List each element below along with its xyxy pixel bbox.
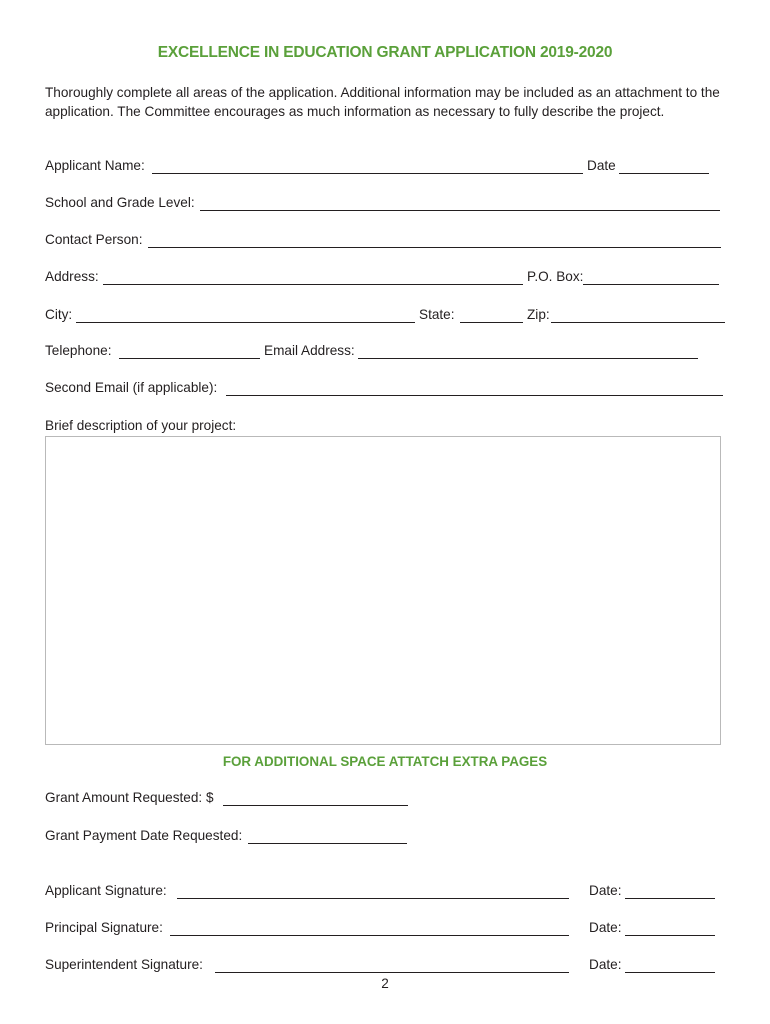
principal-signature-row: [45, 920, 725, 940]
telephone-line: [119, 358, 260, 359]
description-box: [45, 436, 721, 745]
address-label: Address:: [45, 269, 99, 284]
city-field[interactable]: [76, 305, 419, 321]
school-grade-field[interactable]: [200, 193, 724, 209]
principal-date-label: Date:: [589, 920, 622, 935]
telephone-row: [45, 343, 725, 363]
applicant-date-field[interactable]: [625, 881, 719, 897]
applicant-name-line: [152, 173, 583, 174]
city-row: [45, 307, 727, 327]
address-row: [45, 269, 725, 289]
school-grade-row: [45, 195, 725, 215]
date-line: [619, 173, 709, 174]
school-grade-line: [200, 210, 720, 211]
second-email-field[interactable]: [226, 378, 727, 394]
zip-field[interactable]: [551, 305, 729, 321]
second-email-line: [226, 395, 723, 396]
additional-space-note: FOR ADDITIONAL SPACE ATTATCH EXTRA PAGES: [222, 754, 548, 769]
zip-line: [551, 322, 725, 323]
applicant-name-label: Applicant Name:: [45, 158, 145, 173]
description-field[interactable]: [46, 437, 720, 744]
address-field[interactable]: [103, 267, 527, 283]
applicant-signature-row: [45, 883, 725, 903]
applicant-signature-line: [177, 898, 569, 899]
state-field[interactable]: [460, 305, 527, 321]
second-email-row: [45, 380, 725, 400]
superintendent-signature-row: [45, 957, 725, 977]
form-title: EXCELLENCE IN EDUCATION GRANT APPLICATION 2019-2020: [157, 44, 613, 61]
zip-label: Zip:: [527, 307, 550, 322]
city-label: City:: [45, 307, 73, 322]
grant-payment-date-label: Grant Payment Date Requested:: [45, 828, 243, 843]
applicant-name-row: [45, 158, 725, 178]
grant-payment-date-row: [45, 828, 445, 848]
po-box-label: P.O. Box:: [527, 269, 584, 284]
address-line: [103, 284, 523, 285]
grant-payment-date-line: [248, 843, 407, 844]
applicant-date-line: [625, 898, 715, 899]
grant-amount-row: [45, 790, 445, 810]
state-line: [460, 322, 523, 323]
description-label: Brief description of your project:: [45, 418, 237, 433]
po-box-field[interactable]: [583, 267, 723, 283]
superintendent-signature-line: [215, 972, 569, 973]
applicant-date-label: Date:: [589, 883, 622, 898]
second-email-label: Second Email (if applicable):: [45, 380, 218, 395]
applicant-name-field[interactable]: [152, 156, 587, 172]
contact-person-line: [148, 247, 721, 248]
principal-date-field[interactable]: [625, 918, 719, 934]
principal-date-line: [625, 935, 715, 936]
principal-signature-label: Principal Signature:: [45, 920, 163, 935]
grant-amount-field[interactable]: [223, 788, 412, 804]
applicant-signature-field[interactable]: [177, 881, 573, 897]
email-line: [358, 358, 698, 359]
contact-person-label: Contact Person:: [45, 232, 143, 247]
grant-payment-date-field[interactable]: [248, 826, 411, 842]
email-label: Email Address:: [264, 343, 355, 358]
contact-person-field[interactable]: [148, 230, 725, 246]
superintendent-date-label: Date:: [589, 957, 622, 972]
superintendent-signature-field[interactable]: [215, 955, 573, 971]
telephone-field[interactable]: [119, 341, 264, 357]
principal-signature-field[interactable]: [170, 918, 573, 934]
city-line: [76, 322, 415, 323]
contact-person-row: [45, 232, 725, 252]
superintendent-signature-label: Superintendent Signature:: [45, 957, 203, 972]
date-label: Date: [587, 158, 616, 173]
state-label: State:: [419, 307, 455, 322]
email-field[interactable]: [358, 341, 702, 357]
school-grade-label: School and Grade Level:: [45, 195, 195, 210]
page-number: 2: [381, 976, 389, 991]
superintendent-date-field[interactable]: [625, 955, 719, 971]
grant-amount-line: [223, 805, 408, 806]
telephone-label: Telephone:: [45, 343, 112, 358]
grant-amount-label: Grant Amount Requested: $: [45, 790, 214, 805]
intro-text: Thoroughly complete all areas of the application. Additional information may be included as an attachment to the application. The Committee encourages as much information as necessary to fully describe the project.: [45, 85, 720, 119]
principal-signature-line: [170, 935, 569, 936]
applicant-signature-label: Applicant Signature:: [45, 883, 167, 898]
po-box-line: [583, 284, 719, 285]
date-field[interactable]: [619, 156, 713, 172]
description-row: [45, 418, 725, 438]
superintendent-date-line: [625, 972, 715, 973]
